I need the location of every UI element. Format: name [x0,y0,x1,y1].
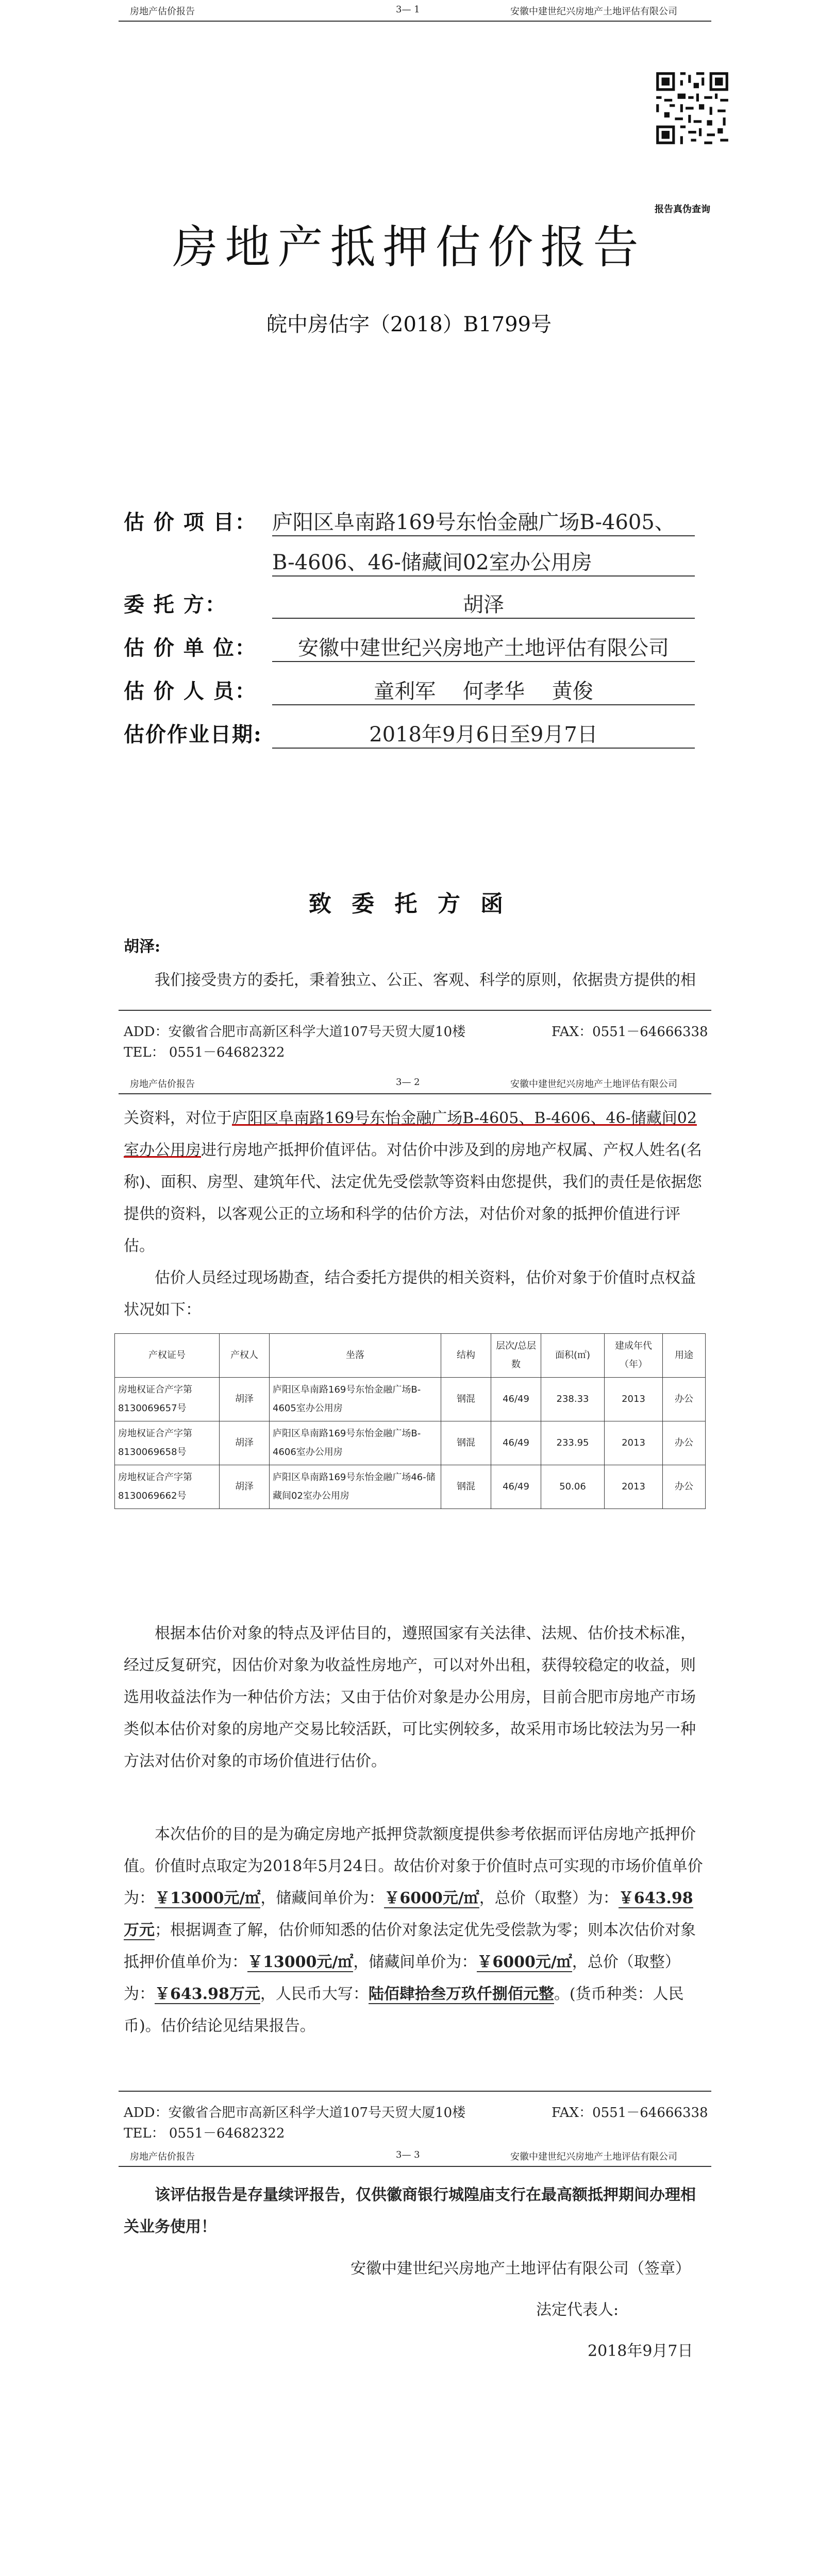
table-cell: 46/49 [491,1378,541,1421]
report-title: 房地产抵押估价报告 [172,221,646,274]
table-header: 用途 [663,1334,706,1378]
appraisers-label: 估 价 人 员： [124,679,257,703]
page-number: 3— 2 [396,1077,420,1088]
letter-paragraph-3: 根据本估价对象的特点及评估目的，遵照国家有关法律、法规、估价技术标准，经过反复研究，因估价对象为收益性房地产，可以对外出租，获得较稳定的收益，则选用收益法作为一种估价方法；又由于估价对象是办公用房，目前合肥市房地产市场类似本估价对象的房地产交易比较活跃，可比实例较多，故采用市场比较法为另一种方法对估价对象的市场价值进行估价。 [124,1624,696,1770]
p1-property-use: 室办公用房 [124,1141,201,1159]
signature-company: 安徽中建世纪兴房地产土地评估有限公司（签章） [350,2260,691,2278]
table-cell: 庐阳区阜南路169号东怡金融广场B-4605室办公用房 [270,1378,441,1421]
work-date-value: 2018年9月6日至9月7日 [272,718,695,749]
p4-total-price: ￥643.98万元 [124,1889,693,1939]
table-cell: 庐阳区阜南路169号东怡金融广场B-4606室办公用房 [270,1421,441,1465]
footer-fax: FAX：0551－64666338 [552,2105,708,2121]
footer-tel: TEL： 0551－64682322 [124,2126,285,2141]
appraisal-unit-label: 估 价 单 位： [124,636,257,660]
page-header-right: 安徽中建世纪兴房地产土地评估有限公司 [510,2151,677,2162]
table-cell: 钢混 [441,1378,491,1421]
p4-unit-price: ￥13000元/㎡ [155,1889,261,1907]
appraisal-unit-value: 安徽中建世纪兴房地产土地评估有限公司 [272,632,695,662]
table-cell: 钢混 [441,1421,491,1465]
table-cell: 钢混 [441,1465,491,1509]
footer-rule [119,1010,711,1011]
qr-code-icon [654,70,731,147]
table-cell: 46/49 [491,1465,541,1509]
table-cell: 238.33 [541,1378,605,1421]
letter-paragraph-4 [124,1819,706,2042]
work-date-label: 估价作业日期: [124,722,262,747]
header-rule [119,21,711,22]
client-value: 胡泽 [272,588,695,619]
p4-storage-price: ￥6000元/㎡ [384,1889,479,1907]
table-cell: 房地权证合产字第8130069658号 [115,1421,220,1465]
project-value-line1: 庐阳区阜南路169号东怡金融广场B-4605、 [272,506,695,536]
header-rule [119,1093,711,1094]
footer-fax: FAX：0551－64666338 [552,1024,708,1040]
p4-text-b: ，储藏间单价为： [260,1889,385,1907]
table-header: 面积(㎡) [541,1334,605,1378]
page-header-left: 房地产估价报告 [130,2151,195,2162]
p4-text-f: ，总价（取整）为： [124,1953,680,2003]
report-number: 皖中房估字（2018）B1799号 [266,313,552,336]
letter-paragraph-1-continued [124,1103,706,1262]
p4-text-c: ，总价（取整）为： [479,1889,619,1907]
table-cell: 胡泽 [220,1465,270,1509]
footer-tel: TEL： 0551－64682322 [124,1045,285,1060]
p4-text-d: ；根据调查了解，估价师知悉的估价对象法定优先受偿款为零；则本次估价对象抵押价值单价为： [124,1921,696,1971]
appraisers-value: 童利军 何孝华 黄俊 [272,675,695,705]
table-cell: 233.95 [541,1421,605,1465]
table-header-row [115,1334,706,1378]
p4-mortgage-storage-price: ￥6000元/㎡ [477,1953,572,1971]
p4-text-h: 。(货币种类：人民币)。估价结论见结果报告。 [124,1985,684,2035]
page-number: 3— 3 [396,2149,420,2160]
table-cell: 50.06 [541,1465,605,1509]
letter-title: 致 委 托 方 函 [308,891,510,917]
table-cell: 办公 [663,1465,706,1509]
table-cell: 2013 [605,1378,663,1421]
table-header: 坐落 [270,1334,441,1378]
table-header: 结构 [441,1334,491,1378]
project-value-line2: B-4606、46-储藏间02室办公用房 [272,546,695,577]
table-cell: 2013 [605,1421,663,1465]
table-row [115,1378,706,1421]
letter-paragraph-2: 估价人员经过现场勘查，结合委托方提供的相关资料，估价对象于价值时点权益状况如下： [124,1269,696,1319]
table-cell: 庐阳区阜南路169号东怡金融广场46-储藏间02室办公用房 [270,1465,441,1509]
p4-mortgage-unit-price: ￥13000元/㎡ [247,1953,354,1971]
client-label: 委 托 方： [124,592,227,617]
table-row [115,1465,706,1509]
footer-address: ADD：安徽省合肥市高新区科学大道107号天贸大厦10楼 [124,2105,466,2121]
page-header-left: 房地产估价报告 [130,1079,195,1090]
property-table [114,1333,706,1509]
table-cell: 胡泽 [220,1421,270,1465]
p4-text-a: 本次估价的目的是为确定房地产抵押贷款额度提供参考依据而评估房地产抵押价值。价值时点取定为2018年5月24日。故估价对象于价值时点可实现的市场价值单价为： [124,1825,703,1907]
signature-legal-rep: 法定代表人: [536,2301,619,2319]
table-cell: 46/49 [491,1421,541,1465]
table-header: 产权人 [220,1334,270,1378]
usage-notice: 该评估报告是存量续评报告，仅供徽商银行城隍庙支行在最高额抵押期间办理相关业务使用！ [124,2186,696,2236]
footer-address: ADD：安徽省合肥市高新区科学大道107号天贸大厦10楼 [124,1024,466,1040]
table-header: 层次/总层数 [491,1334,541,1378]
table-header: 建成年代（年） [605,1334,663,1378]
table-cell: 房地权证合产字第8130069662号 [115,1465,220,1509]
table-row [115,1421,706,1465]
table-cell: 办公 [663,1421,706,1465]
p4-mortgage-total-price: ￥643.98万元 [155,1985,260,2003]
table-cell: 房地权证合产字第8130069657号 [115,1378,220,1421]
p1-text-c: 进行房地产抵押价值评估。对估价中涉及到的房地产权属、产权人姓名(名称)、面积、房型、建筑年代、法定优先受偿款等资料由您提供，我们的责任是依据您提供的资料，以客观公正的立场和科学的估价方法，对估价对象的抵押价值进行评估。 [124,1141,702,1255]
p4-text-g: ，人民币大写： [260,1985,369,2003]
header-rule [119,2166,711,2167]
table-cell: 胡泽 [220,1378,270,1421]
table-header: 产权证号 [115,1334,220,1378]
property-table-wrap [114,1333,706,1509]
project-label: 估 价 项 目： [124,510,257,534]
page-header-right: 安徽中建世纪兴房地产土地评估有限公司 [510,1079,677,1090]
qr-code [654,70,731,149]
p4-amount-in-words: 陆佰肆拾叁万玖仟捌佰元整 [368,1985,554,2003]
p1-property-address: 庐阳区阜南路169号东怡金融广场B-4605、B-4606、46-储藏间02 [232,1109,697,1127]
table-cell: 2013 [605,1465,663,1509]
p4-text-e: ，储藏间单价为： [353,1953,477,1971]
signature-date: 2018年9月7日 [588,2342,693,2360]
page-header-right: 安徽中建世纪兴房地产土地评估有限公司 [510,6,677,17]
p1-text-a: 关资料，对位于 [124,1109,232,1127]
letter-salutation: 胡泽: [124,938,161,956]
footer-rule [119,2091,711,2092]
page-number: 3— 1 [396,4,420,15]
page-header-left: 房地产估价报告 [130,6,195,17]
table-cell: 办公 [663,1378,706,1421]
letter-paragraph-1-start: 我们接受贵方的委托，秉着独立、公正、客观、科学的原则，依据贵方提供的相 [155,971,696,989]
qr-caption: 报告真伪查询 [655,204,710,215]
